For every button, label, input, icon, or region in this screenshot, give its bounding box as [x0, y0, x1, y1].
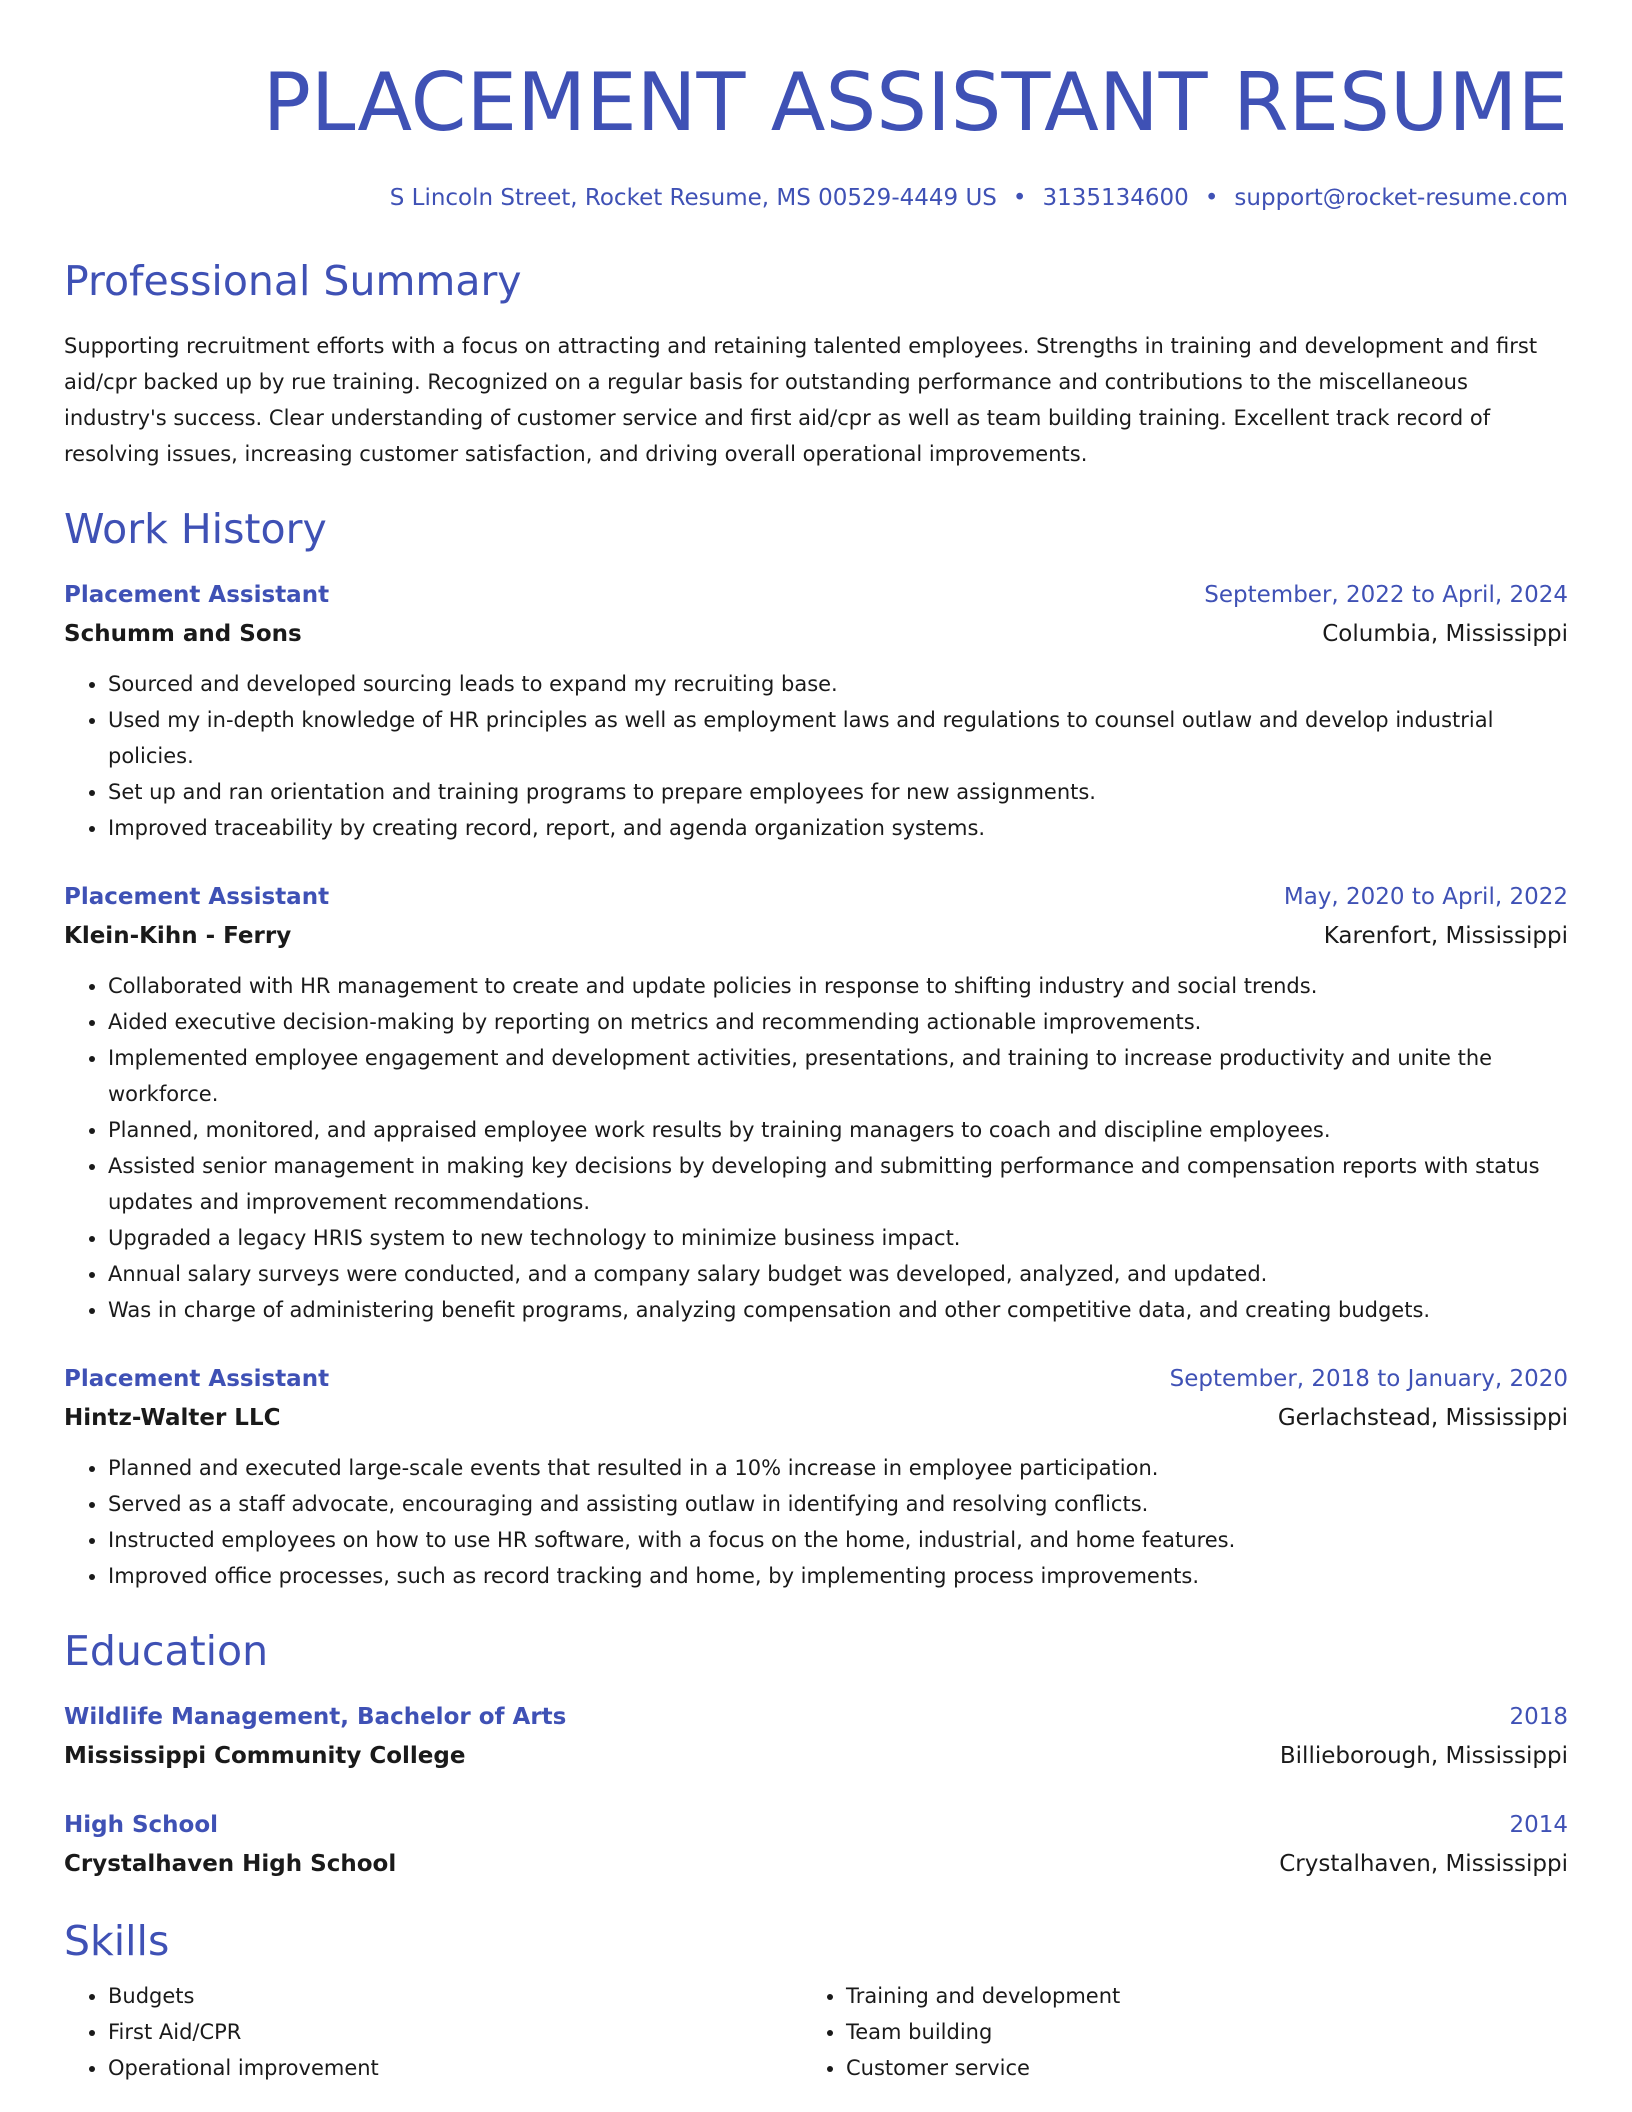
education-school: Crystalhaven High School	[64, 1851, 397, 1877]
job-bullet: • Annual salary surveys were conducted, and a company salary budget was developed, analyzed, and updated.	[108, 1256, 1568, 1292]
job-entry	[64, 878, 1568, 1328]
skill-item: • Team building	[846, 2014, 1540, 2050]
skills-column-left	[64, 1978, 802, 2086]
job-role: Placement Assistant	[64, 1366, 330, 1392]
skill-item: • Training and development	[846, 1978, 1540, 2014]
skills-heading: Skills	[64, 1917, 170, 1965]
contact-separator: •	[1012, 185, 1027, 211]
job-bullets	[64, 1450, 1568, 1594]
education-school: Mississippi Community College	[64, 1743, 466, 1769]
job-location: Gerlachstead, Mississippi	[1277, 1405, 1568, 1431]
job-bullet: • Implemented employee engagement and development activities, presentations, and training to increase productivity and unite the workforce.	[108, 1040, 1568, 1112]
job-bullet: • Upgraded a legacy HRIS system to new technology to minimize business impact.	[108, 1220, 1568, 1256]
job-bullet: • Planned, monitored, and appraised employee work results by training managers to coach and discipline employees.	[108, 1112, 1568, 1148]
job-bullet: • Aided executive decision-making by reporting on metrics and recommending actionable improvements.	[108, 1004, 1568, 1040]
education-degree: High School	[64, 1812, 219, 1838]
job-bullets	[64, 968, 1568, 1328]
education-location: Crystalhaven, Mississippi	[1279, 1851, 1568, 1877]
job-bullet: • Set up and ran orientation and training programs to prepare employees for new assignments.	[108, 774, 1568, 810]
contact-separator: •	[1204, 185, 1219, 211]
job-company: Klein-Kihn - Ferry	[64, 923, 292, 949]
job-dates: September, 2018 to January, 2020	[1169, 1366, 1568, 1392]
education-degree: Wildlife Management, Bachelor of Arts	[64, 1704, 567, 1730]
job-role: Placement Assistant	[64, 884, 330, 910]
job-role: Placement Assistant	[64, 582, 330, 608]
skill-item: • First Aid/CPR	[108, 2014, 802, 2050]
job-bullet: • Instructed employees on how to use HR software, with a focus on the home, industrial, and home features.	[108, 1522, 1568, 1558]
job-bullets	[64, 666, 1568, 846]
job-bullet: • Was in charge of administering benefit programs, analyzing compensation and other competitive data, and creating budgets.	[108, 1292, 1568, 1328]
resume-title: PLACEMENT ASSISTANT RESUME	[262, 56, 1568, 149]
job-bullet: • Collaborated with HR management to create and update policies in response to shifting industry and social trends.	[108, 968, 1568, 1004]
job-company: Schumm and Sons	[64, 621, 302, 647]
job-bullet: • Used my in-depth knowledge of HR principles as well as employment laws and regulations to counsel outlaw and develop industrial policies.	[108, 702, 1568, 774]
contact-email: support@rocket-resume.com	[1234, 185, 1568, 211]
education-entry	[64, 1698, 1568, 1776]
job-bullet: • Sourced and developed sourcing leads to expand my recruiting base.	[108, 666, 1568, 702]
contact-phone: 3135134600	[1042, 185, 1189, 211]
work-history-heading: Work History	[64, 505, 327, 553]
education-entry	[64, 1806, 1568, 1884]
summary-text: Supporting recruitment efforts with a focus on attracting and retaining talented employees. Strengths in training and development and first aid/cpr backed up by rue training. Recognized on a regular basis for outstanding performance and contributions to the miscellaneous industry's success. Clear understanding of customer service and first aid/cpr as well as team building training. Excellent track record of resolving issues, increasing customer satisfaction, and driving overall operational improvements.	[64, 334, 1538, 466]
skills-column-right	[802, 1978, 1540, 2086]
education-year: 2014	[1509, 1812, 1568, 1838]
job-bullet: • Improved office processes, such as record tracking and home, by implementing process improvements.	[108, 1558, 1568, 1594]
skill-item: • Budgets	[108, 1978, 802, 2014]
job-bullet: • Planned and executed large-scale events that resulted in a 10% increase in employee participation.	[108, 1450, 1568, 1486]
job-location: Karenfort, Mississippi	[1323, 923, 1568, 949]
job-entry	[64, 1360, 1568, 1594]
job-bullet: • Assisted senior management in making key decisions by developing and submitting performance and compensation reports with status updates and improvement recommendations.	[108, 1148, 1568, 1220]
summary-heading: Professional Summary	[64, 257, 522, 305]
education-heading: Education	[64, 1627, 269, 1675]
education-location: Billieborough, Mississippi	[1279, 1743, 1568, 1769]
skills-list	[64, 1978, 1568, 2086]
job-dates: May, 2020 to April, 2022	[1283, 884, 1568, 910]
skill-item: • Operational improvement	[108, 2050, 802, 2086]
job-company: Hintz-Walter LLC	[64, 1405, 281, 1431]
job-bullet: • Served as a staff advocate, encouraging and assisting outlaw in identifying and resolving conflicts.	[108, 1486, 1568, 1522]
education-year: 2018	[1509, 1704, 1568, 1730]
skill-item: • Customer service	[846, 2050, 1540, 2086]
job-location: Columbia, Mississippi	[1322, 621, 1568, 647]
contact-line	[64, 180, 1568, 216]
resume-header	[64, 48, 1568, 216]
job-dates: September, 2022 to April, 2024	[1204, 582, 1568, 608]
contact-address: S Lincoln Street, Rocket Resume, MS 00529-4449 US	[389, 185, 997, 211]
job-bullet: • Improved traceability by creating record, report, and agenda organization systems.	[108, 810, 1568, 846]
job-entry	[64, 576, 1568, 846]
